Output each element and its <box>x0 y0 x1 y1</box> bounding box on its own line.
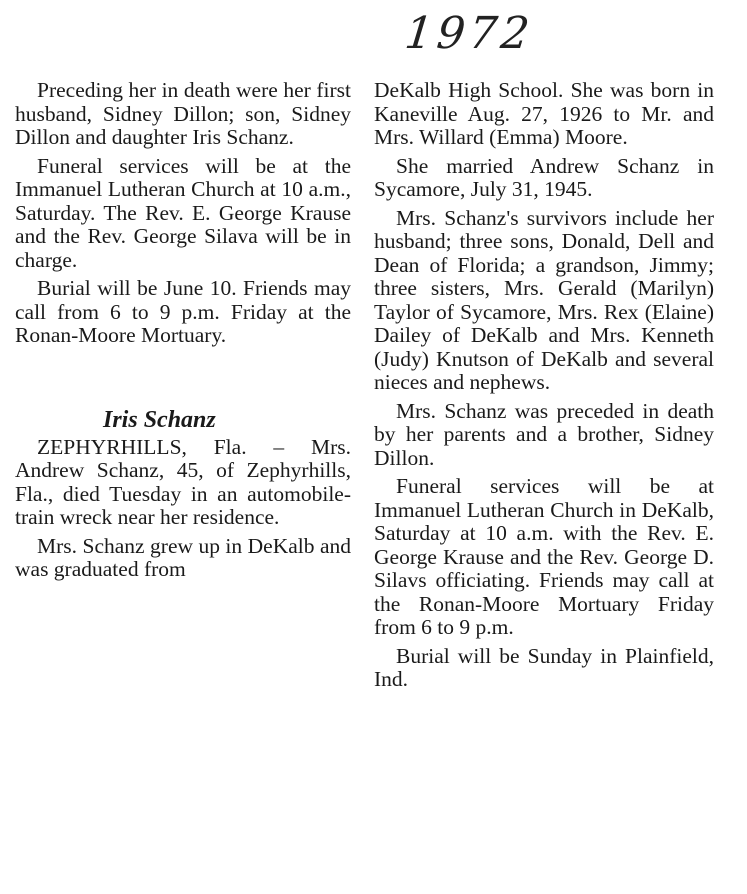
obituary-paragraph: She married Andrew Schanz in Sycamore, July 31, 1945. <box>374 153 714 201</box>
obituary-paragraph: Burial will be June 10. Friends may call from 6 to 9 p.m. Friday at the Ronan-Moore Mortuary. <box>15 276 351 347</box>
obituary-paragraph: Funeral services will be at the Immanuel Lutheran Church at 10 a.m., Saturday. The Rev. E. George Krause and the Rev. George Silava will be in charge. <box>15 153 351 272</box>
obituary-paragraph: Mrs. Schanz grew up in DeKalb and was graduated from <box>15 533 351 581</box>
right-column <box>374 79 714 697</box>
obituary-paragraph: Mrs. Schanz was preceded in death by her parents and a brother, Sidney Dillon. <box>374 398 714 470</box>
obituary-paragraph: Burial will be Sunday in Plainfield, Ind. <box>374 643 714 691</box>
obituary-paragraph: DeKalb High School. She was born in Kaneville Aug. 27, 1926 to Mr. and Mrs. Willard (Emma) Moore. <box>374 78 714 149</box>
obituary-paragraph: Funeral services will be at Immanuel Lutheran Church in DeKalb, Saturday at 10 a.m. with the Rev. E. George Krause and the Rev. George D. Silavs officiating. Friends may call at the Ronan-Moore Mortuary Friday from 6 to 9 p.m. <box>374 474 714 639</box>
obituary-paragraph: Preceding her in death were her first husband, Sidney Dillon; son, Sidney Dillon and daughter Iris Schanz. <box>15 78 351 149</box>
obituary-headline: Iris Schanz <box>103 406 216 433</box>
left-column <box>15 79 351 587</box>
handwritten-year: 1972 <box>402 8 536 59</box>
obituary-paragraph: ZEPHYRHILLS, Fla. – Mrs. Andrew Schanz, 45, of Zephyrhills, Fla., died Tuesday in an automobile-train wreck near her residence. <box>15 434 351 529</box>
obituary-paragraph: Mrs. Schanz's survivors include her husband; three sons, Donald, Dell and Dean of Florida; a grandson, Jimmy; three sisters, Mrs. Gerald (Marilyn) Taylor of Sycamore, Mrs. Rex (Elaine) Dailey of DeKalb and Mrs. Kenneth (Judy) Knutson of DeKalb and several nieces and nephews. <box>374 205 714 394</box>
